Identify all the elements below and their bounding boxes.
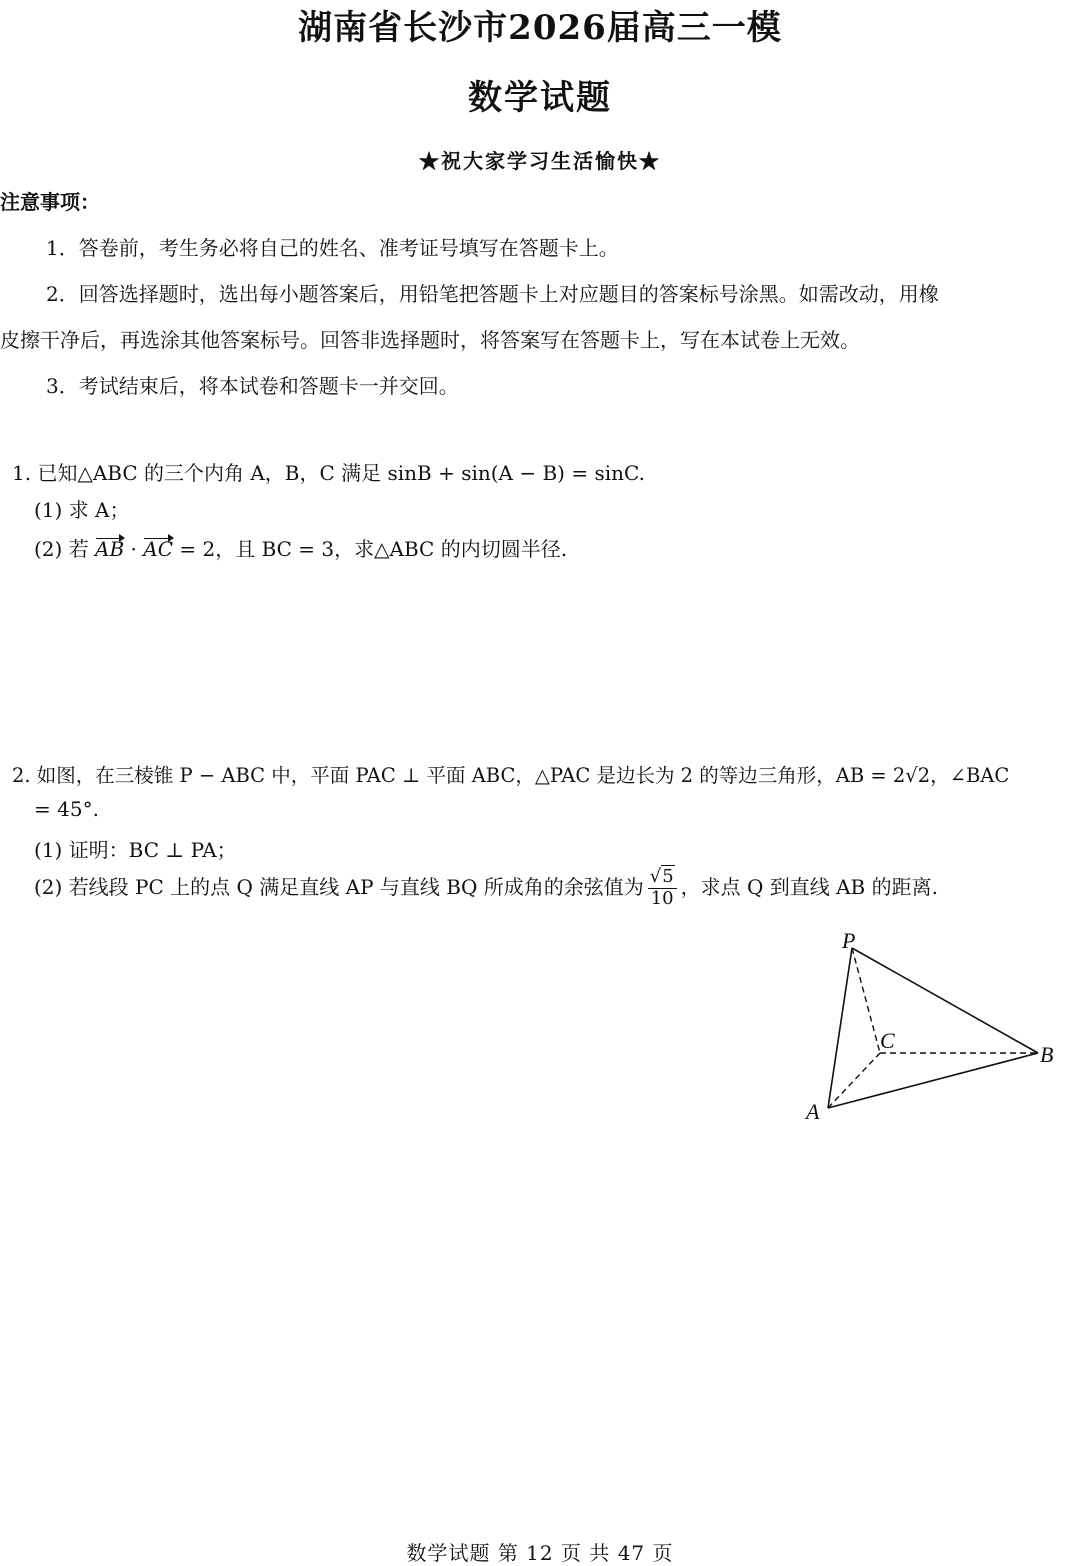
page-footer: 数学试题 第 12 页 共 47 页 — [406, 1541, 674, 1565]
q1-part-2-suffix: = 2，且 BC = 3，求△ABC 的内切圆半径. — [173, 537, 568, 561]
vertex-label-b: B — [1040, 1042, 1054, 1067]
notice-item-2-line-1: 2．回答选择题时，选出每小题答案后，用铅笔把答题卡上对应题目的答案标号涂黑。如需改动，用橡 — [46, 282, 939, 306]
vertex-label-a: A — [806, 1099, 820, 1124]
q2-part-1: (1) 证明：BC ⊥ PA； — [34, 838, 237, 862]
fraction-sqrt5-over-10 — [648, 868, 677, 909]
edge-pa — [828, 948, 852, 1108]
notice-item-2-line-2: 皮擦干净后，再选涂其他答案标号。回答非选择题时，将答案写在答题卡上，写在本试卷上无效。 — [0, 328, 860, 352]
motto: ★祝大家学习生活愉快★ — [419, 149, 661, 173]
vertex-label-p: P — [842, 928, 856, 953]
tetrahedron-figure — [790, 925, 1080, 1130]
edge-ab — [828, 1053, 1038, 1108]
edge-pc-hidden — [852, 948, 880, 1053]
q1-part-2 — [34, 533, 567, 562]
q2-part-2 — [34, 868, 938, 909]
q1-stem: 1. 已知△ABC 的三个内角 A，B，C 满足 sinB + sin(A − B) = sinC. — [12, 461, 645, 485]
exam-subtitle: 数学试题 — [468, 78, 612, 118]
q1-part-1: (1) 求 A； — [34, 498, 130, 522]
sqrt-radicand: 5 — [662, 866, 674, 887]
notice-item-1: 1．答卷前，考生务必将自己的姓名、准考证号填写在答题卡上。 — [46, 236, 619, 260]
fraction-denominator: 10 — [650, 887, 674, 909]
q2-stem-line-2: = 45°. — [34, 797, 99, 821]
dot-operator: · — [124, 537, 144, 561]
vertex-label-c: C — [880, 1028, 895, 1053]
vector-ab: AB — [95, 537, 125, 561]
q2-part-2-prefix: (2) 若线段 PC 上的点 Q 满足直线 AP 与直线 BQ 所成角的余弦值为 — [34, 874, 644, 899]
q2-stem-line-1: 2. 如图，在三棱锥 P − ABC 中，平面 PAC ⊥ 平面 ABC，△PAC 是边长为 2 的等边三角形，AB = 2√2，∠BAC — [12, 764, 1010, 787]
sqrt-symbol: √5 — [649, 866, 674, 887]
notice-item-3: 3．考试结束后，将本试卷和答题卡一并交回。 — [46, 374, 459, 398]
vector-ac: AC — [143, 537, 174, 561]
q2-part-2-suffix: ，求点 Q 到直线 AB 的距离. — [680, 874, 938, 899]
exam-title: 湖南省长沙市2026届高三一模 — [298, 8, 782, 48]
notice-heading: 注意事项： — [0, 190, 100, 214]
q1-part-2-prefix: (2) 若 — [34, 537, 96, 561]
